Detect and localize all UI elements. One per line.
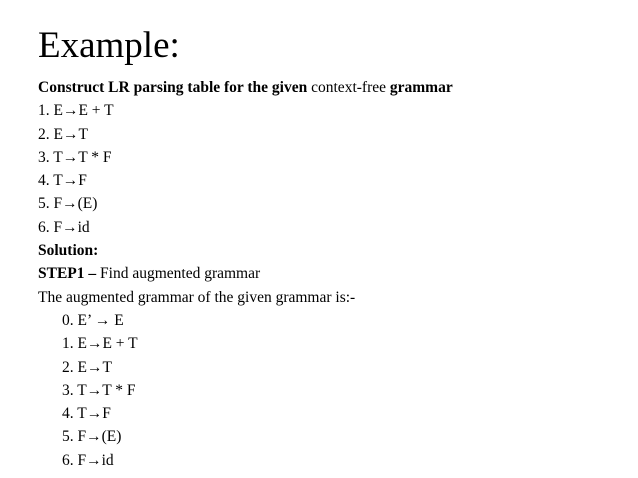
step1-text: Find augmented grammar: [96, 265, 261, 283]
solution-heading: [38, 239, 628, 262]
intro-line: [38, 76, 628, 99]
step1-label: STEP1 –: [38, 265, 97, 283]
grammar-rule-5: 5. F→(E): [38, 195, 98, 213]
augmented-rule-0: 0. E’ → E: [62, 311, 124, 329]
grammar-rule-4: 4. T→F: [38, 172, 87, 190]
step1-line: [38, 262, 628, 285]
slide-body: [38, 76, 628, 472]
augmented-intro: The augmented grammar of the given grammar is:-: [38, 288, 356, 306]
intro-bold-text-end: grammar: [389, 79, 453, 96]
grammar-rule-6: 6. F→id: [38, 218, 90, 236]
slide-title: Example:: [38, 25, 180, 66]
augmented-rule-5: 5. F→(E): [62, 428, 122, 446]
augmented-rule-6: 6. F→id: [62, 451, 114, 469]
augmented-rule-4: 4. T→F: [62, 405, 111, 423]
augmented-rule-1: 1. E→E + T: [62, 335, 138, 353]
grammar-rule-1: 1. E→E + T: [38, 102, 114, 120]
intro-normal-text: context-free: [307, 79, 390, 96]
solution-label: Solution:: [38, 242, 99, 260]
augmented-rule-2: 2. E→T: [62, 358, 112, 376]
intro-bold-text: Construct LR parsing table for the given: [38, 79, 308, 96]
augmented-rule-3: 3. T→T * F: [62, 381, 136, 399]
grammar-rule-3: 3. T→T * F: [38, 148, 112, 166]
grammar-rule-2: 2. E→T: [38, 125, 88, 143]
